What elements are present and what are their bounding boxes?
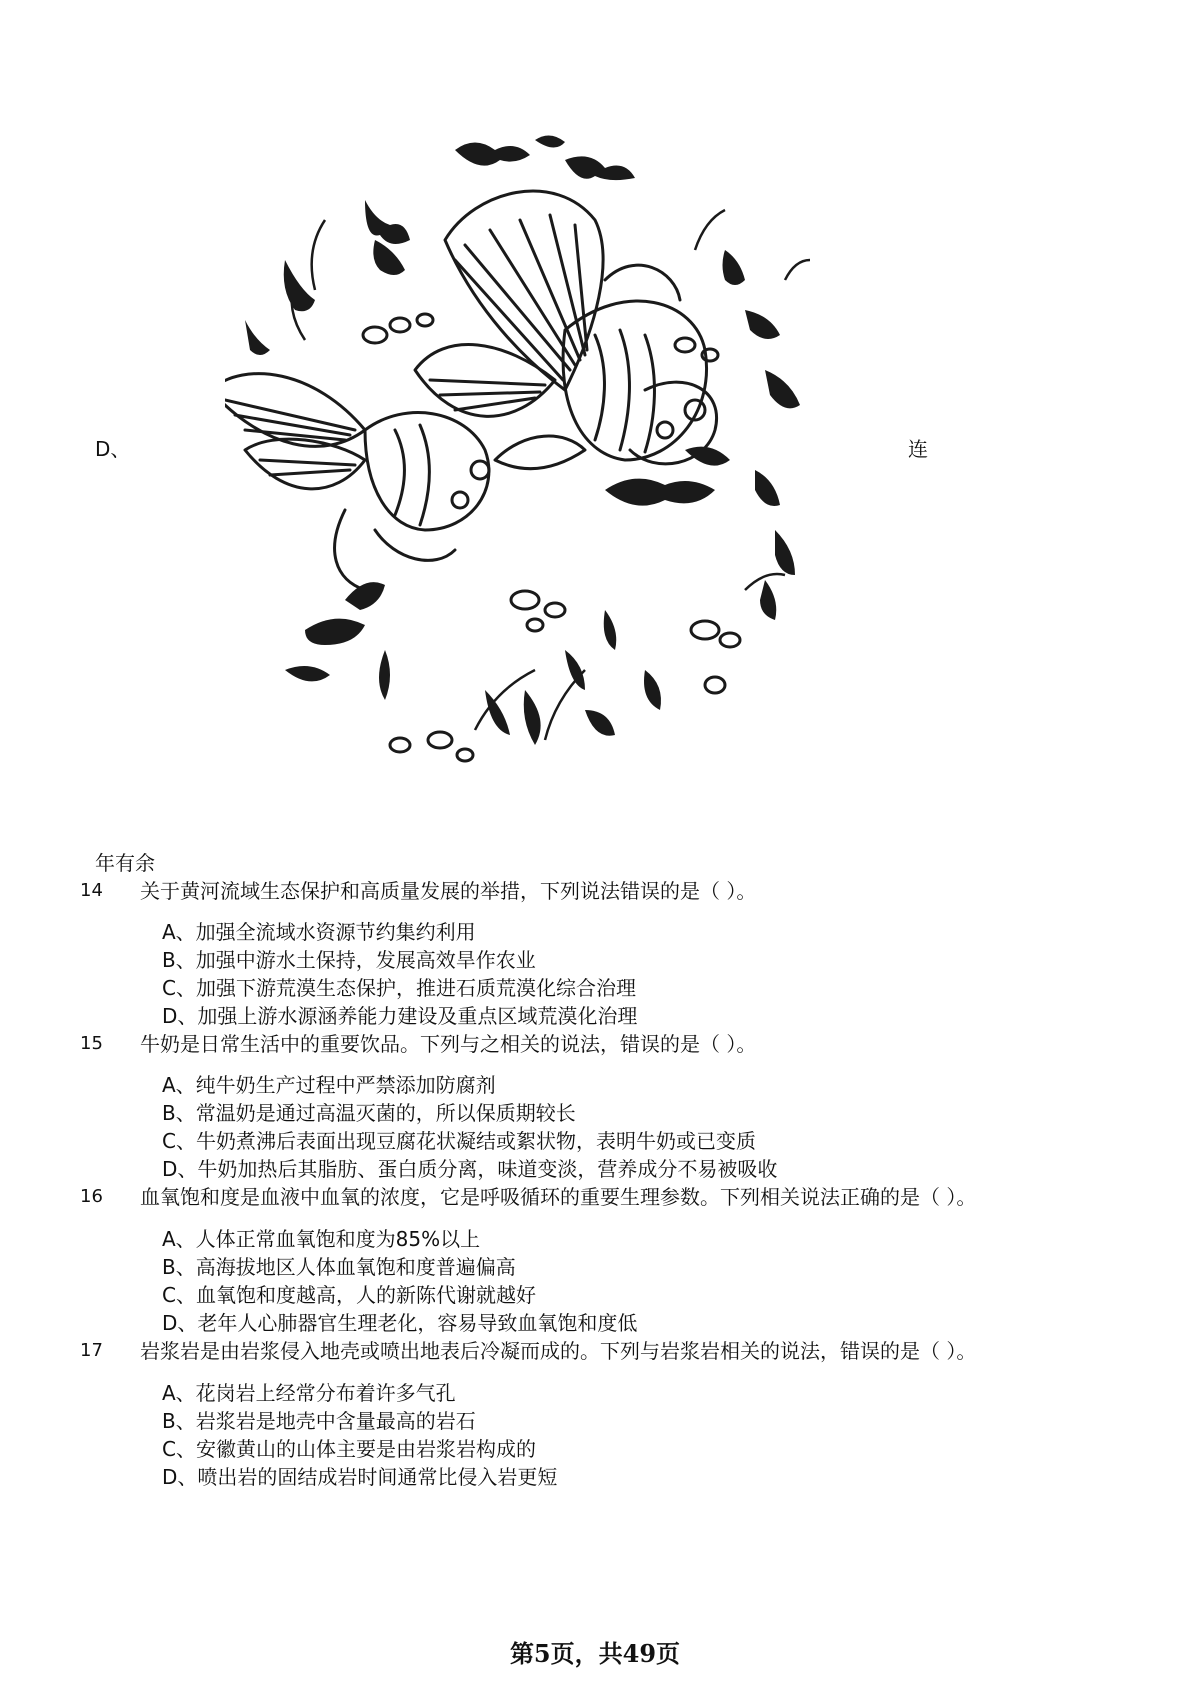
question-15-option-c: C、牛奶煮沸后表面出现豆腐花状凝结或絮状物，表明牛奶或已变质 bbox=[162, 1129, 756, 1153]
option-d-label: D、 bbox=[95, 437, 131, 461]
question-14-option-c: C、加强下游荒漠生态保护，推进石质荒漠化综合治理 bbox=[162, 976, 636, 1000]
goldfish-illustration bbox=[225, 130, 905, 850]
question-17-option-b: B、岩浆岩是地壳中含量最高的岩石 bbox=[162, 1409, 476, 1433]
question-16-option-d: D、老年人心肺器官生理老化，容易导致血氧饱和度低 bbox=[162, 1311, 638, 1335]
question-16-option-b: B、高海拔地区人体血氧饱和度普遍偏高 bbox=[162, 1255, 516, 1279]
question-14-stem: 关于黄河流域生态保护和高质量发展的举措，下列说法错误的是（ ）。 bbox=[140, 879, 757, 903]
question-16-stem: 血氧饱和度是血液中血氧的浓度，它是呼吸循环的重要生理参数。下列相关说法正确的是（ ）。 bbox=[140, 1185, 977, 1209]
question-15-option-b: B、常温奶是通过高温灭菌的，所以保质期较长 bbox=[162, 1101, 576, 1125]
question-17-option-c: C、安徽黄山的山体主要是由岩浆岩构成的 bbox=[162, 1437, 536, 1461]
question-16-number: 16 bbox=[80, 1186, 103, 1207]
question-15-stem: 牛奶是日常生活中的重要饮品。下列与之相关的说法，错误的是（ ）。 bbox=[140, 1032, 757, 1056]
question-14-option-b: B、加强中游水土保持，发展高效旱作农业 bbox=[162, 948, 536, 972]
question-14-option-a: A、加强全流域水资源节约集约利用 bbox=[162, 920, 476, 944]
question-15-option-a: A、纯牛奶生产过程中严禁添加防腐剂 bbox=[162, 1073, 496, 1097]
question-17-stem: 岩浆岩是由岩浆侵入地壳或喷出地表后冷凝而成的。下列与岩浆岩相关的说法，错误的是（ ）。 bbox=[140, 1339, 977, 1363]
question-17-option-d: D、喷出岩的固结成岩时间通常比侵入岩更短 bbox=[162, 1465, 558, 1489]
option-d-trailing-text: 连 bbox=[908, 437, 928, 461]
question-15-number: 15 bbox=[80, 1033, 103, 1054]
continuation-text: 年有余 bbox=[95, 851, 155, 875]
question-14-number: 14 bbox=[80, 880, 103, 901]
question-17-number: 17 bbox=[80, 1340, 103, 1361]
question-16-option-c: C、血氧饱和度越高，人的新陈代谢就越好 bbox=[162, 1283, 536, 1307]
question-14-option-d: D、加强上游水源涵养能力建设及重点区域荒漠化治理 bbox=[162, 1004, 638, 1028]
question-17-option-a: A、花岗岩上经常分布着许多气孔 bbox=[162, 1381, 456, 1405]
question-16-option-a: A、人体正常血氧饱和度为85%以上 bbox=[162, 1227, 481, 1251]
page-number-footer: 第5页，共49页 bbox=[509, 1639, 681, 1668]
question-15-option-d: D、牛奶加热后其脂肪、蛋白质分离，味道变淡，营养成分不易被吸收 bbox=[162, 1157, 778, 1181]
